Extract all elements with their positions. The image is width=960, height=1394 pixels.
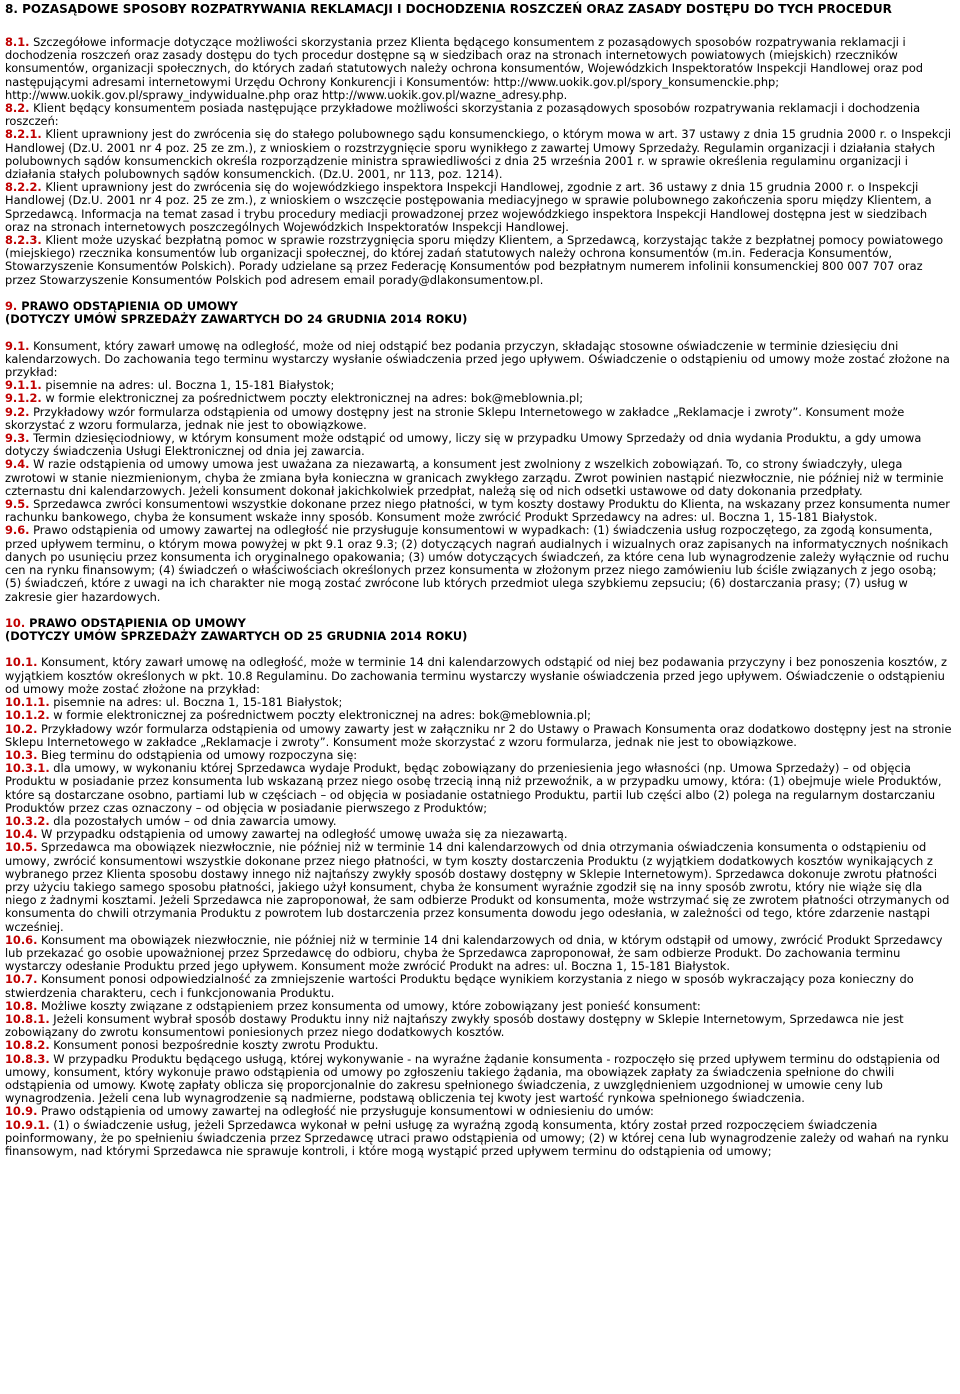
- document-body: [5, 36, 953, 1158]
- clause-number: 9.1.2.: [5, 391, 42, 406]
- clause-number: 9.5.: [5, 497, 30, 512]
- clause-number: 8.2.1.: [5, 127, 42, 142]
- section-9-title: PRAWO ODSTĄPIENIA OD UMOWY: [17, 299, 238, 314]
- clause-number: 10.3.1.: [5, 761, 50, 776]
- clause-text: W przypadku Produktu będącego usługą, której wykonywanie - na wyraźne żądanie konsumenta - rozpoczęło się przed upływem terminu do odstąpienia od umowy, konsument, który wykonuje prawo odstąpienia od umowy po zgłoszeniu takiego żądania, ma obowiązek zapłaty za świadczenia spełnione do chwili odstąpienia od umowy. Kwotę zapłaty oblicza się proporcjonalnie do zakresu spełnionego świadczenia, z uwzględnieniem uzgodnionej w umowie ceny lub wynagrodzenia. Jeżeli cena lub wynagrodzenie są nadmierne, podstawą obliczenia tej kwoty jest wartość rynkowa spełnionego świadczenia.: [5, 1051, 940, 1106]
- clause-number: 10.8.3.: [5, 1051, 50, 1066]
- clause-number: 8.1.: [5, 35, 30, 49]
- clause-text: Klient uprawniony jest do zwrócenia się do stałego polubownego sądu konsumenckiego, o którym mowa w art. 37 ustawy z dnia 15 grudnia 2000 r. o Inspekcji Handlowej (Dz.U. 2001 nr 4 poz. 25 ze zm.), z wnioskiem o rozstrzygnięcie sporu wynikłego z zawartej Umowy Sprzedaży. Regulamin organizacji i działania stałych polubownych sądów konsumenckich określa rozporządzenie ministra sprawiedliwości z dnia 25 września 2001 r. w sprawie określenia regulaminu organizacji i działania stałych polubownych sądów konsumenckich. (Dz.U. 2001, nr 113, poz. 1214).: [5, 127, 952, 182]
- section-9-paragraph: [5, 458, 953, 498]
- clause-number: 10.5.: [5, 840, 38, 855]
- section-10-title: PRAWO ODSTĄPIENIA OD UMOWY: [25, 615, 246, 630]
- section-10-subtitle: (DOTYCZY UMÓW SPRZEDAŻY ZAWARTYCH OD 25 GRUDNIA 2014 ROKU): [5, 629, 468, 644]
- clause-number: 9.1.: [5, 338, 30, 353]
- section-10-paragraph: [5, 1053, 953, 1106]
- clause-number: 8.2.3.: [5, 233, 42, 248]
- clause-text: Prawo odstąpienia od umowy zawartej na odległość nie przysługuje konsumentowi w wypadkach: (1) świadczenia usług rozpoczętego, za zgodą konsumenta, przed upływem terminu, o którym mowa powyżej w pkt 9.1 oraz 9.3; (2) dotyczących nagrań audialnych i wizualnych oraz zapisanych na informatycznych nośnikach danych po usunięciu przez konsumenta ich oryginalnego opakowania; (3) umów dotyczących świadczeń, za które cena lub wynagrodzenie zależy wyłącznie od ruchu cen na rynku finansowym; (4) świadczeń o właściwościach określonych przez konsumenta w złożonym przez niego zamówieniu lub ściśle związanych z jego osobą; (5) świadczeń, które z uwagi na ich charakter nie mogą zostać zwrócone lub których przedmiot ulega szybkiemu zepsuciu; (6) dostarczania prasy; (7) usług w zakresie gier hazardowych.: [5, 523, 950, 604]
- section-8-paragraph: [5, 36, 953, 102]
- clause-text: Konsument, który zawarł umowę na odległość, może w terminie 14 dni kalendarzowych odstąpić od niej bez podawania przyczyny i bez ponoszenia kosztów, z wyjątkiem kosztów określonych w pkt. 10.8 Regulaminu. Do zachowania terminu wystarczy wysłanie oświadczenia przed jego upływem. Oświadczenie o odstąpieniu od umowy może zostać złożone na przykład:: [5, 655, 948, 696]
- section-8-paragraph: [5, 181, 953, 234]
- section-10-paragraph: [5, 762, 953, 815]
- clause-text: Sprzedawca zwróci konsumentowi wszystkie dokonane przez niego płatności, w tym koszty dostawy Produktu do Klienta, na wskazany przez konsumenta numer rachunku bankowego, chyba że konsument wskaże inny sposób. Konsument może zwrócić Produkt Sprzedawcy na adres: ul. Boczna 1, 15-181 Białystok.: [5, 497, 950, 525]
- clause-text: (1) o świadczenie usług, jeżeli Sprzedawca wykonał w pełni usługę za wyraźną zgodą konsumenta, który został przed rozpoczęciem świadczenia poinformowany, że po spełnieniu świadczenia przez Sprzedawcę utraci prawo odstąpienia od umowy; (2) w której cena lub wynagrodzenie zależy od wahań na rynku finansowym, nad którymi Sprzedawca nie sprawuje kontroli, i które mogą wystąpić przed upływem terminu do odstąpienia od umowy;: [5, 1117, 949, 1158]
- section-10-paragraph: [5, 973, 953, 999]
- clause-number: 10.2.: [5, 721, 38, 736]
- section-9-paragraph: [5, 406, 953, 432]
- clause-text: pisemnie na adres: ul. Boczna 1, 15-181 Białystok;: [49, 695, 343, 710]
- clause-number: 10.1.: [5, 655, 38, 670]
- clause-number: 10.3.: [5, 747, 38, 762]
- section-8-paragraph: [5, 102, 953, 128]
- section-10-paragraph: [5, 934, 953, 974]
- clause-text: Konsument ponosi bezpośrednie koszty zwrotu Produktu.: [49, 1038, 379, 1053]
- clause-text: Przykładowy wzór formularza odstąpienia od umowy zawarty jest w załączniku nr 2 do Ustawy o Prawach Konsumenta oraz dodatkowo dostępny jest na stronie Sklepu Internetowego w zakładce „Reklamacje i zwroty”. Konsument może skorzystać z wzoru formularza, jednak nie jest to obowiązkowe.: [5, 721, 952, 749]
- clause-number: 10.1.1.: [5, 695, 50, 710]
- clause-number: 10.8.2.: [5, 1038, 50, 1053]
- section-9-paragraph: [5, 432, 953, 458]
- clause-number: 9.3.: [5, 431, 30, 446]
- clause-text: Konsument, który zawarł umowę na odległość, może od niej odstąpić bez podania przyczyn, składając stosowne oświadczenie w terminie dziesięciu dni kalendarzowych. Do zachowania tego terminu wystarczy wysłanie oświadczenia przed jego upływem. Oświadczenie o odstąpieniu od umowy może zostać złożone na przykład:: [5, 338, 950, 380]
- clause-number: 10.3.2.: [5, 813, 50, 828]
- section-10-number: 10.: [5, 615, 26, 630]
- section-10-paragraph: [5, 656, 953, 696]
- clause-number: 9.4.: [5, 457, 30, 472]
- clause-number: 10.4.: [5, 827, 38, 842]
- clause-text: w formie elektronicznej za pośrednictwem poczty elektronicznej na adres: bok@meblownia.pl;: [49, 708, 592, 723]
- clause-number: 8.2.2.: [5, 180, 42, 195]
- clause-text: Bieg terminu do odstąpienia od umowy rozpoczyna się:: [37, 747, 358, 762]
- section-10-paragraph: [5, 1119, 953, 1159]
- clause-number: 9.6.: [5, 523, 30, 538]
- clause-text: Klient będący konsumentem posiada następujące przykładowe możliwości skorzystania z pozasądowych sposobów rozpatrywania reklamacji i dochodzenia roszczeń:: [5, 101, 921, 129]
- section-9-paragraph: [5, 340, 953, 380]
- section-10-paragraph: [5, 841, 953, 933]
- clause-number: 10.8.1.: [5, 1011, 50, 1026]
- clause-text: Klient może uzyskać bezpłatną pomoc w sprawie rozstrzygnięcia sporu między Klientem, a Sprzedawcą, korzystając także z bezpłatnej pomocy powiatowego (miejskiego) rzecznika konsumentów lub organizacji społecznej, do której zadań statutowych należy ochrona konsumentów (m.in. Federacja Konsumentów, Stowarzyszenie Konsumentów Polskich). Porady udzielane są przez Federację Konsumentów pod bezpłatnym numerem infolinii konsumenckiej 800 007 707 oraz przez Stowarzyszenie Konsumentów Polskich pod adresem email porady@dlakonsumentow.pl.: [5, 233, 944, 287]
- clause-text: Możliwe koszty związane z odstąpieniem przez konsumenta od umowy, które zobowiązany jest ponieść konsument:: [37, 998, 701, 1013]
- clause-number: 10.6.: [5, 932, 38, 947]
- clause-text: Przykładowy wzór formularza odstąpienia od umowy dostępny jest na stronie Sklepu Internetowego w zakładce „Reklamacje i zwroty”. Konsument może skorzystać z wzoru formularza, jednak nie jest to obowiązkowe.: [5, 404, 905, 432]
- section-10: [5, 656, 953, 1158]
- clause-text: Sprzedawca ma obowiązek niezwłocznie, nie później niż w terminie 14 dni kalendarzowych od dnia otrzymania oświadczenia konsumenta o odstąpieniu od umowy, zwrócić konsumentowi wszystkie dokonane przez niego płatności, w tym koszty dostarczenia Produktu (z wyjątkiem dodatkowych kosztów wynikających z wybranego przez Klienta sposobu dostawy innego niż najtańszy zwykły sposób dostawy dostępny w Sklepie Internetowym). Sprzedawca dokonuje zwrotu płatności przy użyciu takiego samego sposobu płatności, jakiego użył konsument, chyba że konsument wyraźnie zgodził się na inny sposób zwrotu, który nie wiąże się dla niego z żadnymi kosztami. Jeżeli Sprzedawca nie zaproponował, że sam odbierze Produkt od konsumenta, może wstrzymać się ze zwrotem płatności otrzymanych od konsumenta do chwili otrzymania Produktu z powrotem lub dostarczenia przez konsumenta dowodu jego odesłania, w zależności od tego, które zdarzenie nastąpi wcześniej.: [5, 840, 950, 934]
- clause-text: Konsument ma obowiązek niezwłocznie, nie później niż w terminie 14 dni kalendarzowych od dnia, w którym odstąpił od umowy, zwrócić Produkt Sprzedawcy lub przekazać go osobie upoważnionej przez Sprzedawcę do odbioru, chyba że Sprzedawca zaproponował, że sam odbierze Produkt. Do zachowania terminu wystarczy odesłanie Produktu przed jego upływem. Konsument może zwrócić Produkt na adres: ul. Boczna 1, 15-181 Białystok.: [5, 932, 943, 974]
- section-8-paragraph: [5, 234, 953, 287]
- section-10-paragraph: [5, 1013, 953, 1039]
- clause-text: w formie elektronicznej za pośrednictwem poczty elektronicznej na adres: bok@meblownia.pl;: [41, 391, 584, 406]
- clause-text: W razie odstąpienia od umowy umowa jest uważana za niezawartą, a konsument jest zwolniony z wszelkich zobowiązań. To, co strony świadczyły, ulega zwrotowi w stanie niezmienionym, chyba że zmiana była konieczna w granicach zwykłego zarządu. Zwrot powinien nastąpić niezwłocznie, nie później niż w terminie czternastu dni kalendarzowych. Jeżeli konsument dokonał jakichkolwiek przedpłat, należą się od nich odsetki ustawowe od daty dokonania przedpłaty.: [5, 457, 944, 498]
- section-8-paragraph: [5, 128, 953, 181]
- clause-text: Klient uprawniony jest do zwrócenia się do wojewódzkiego inspektora Inspekcji Handlowej, zgodnie z art. 36 ustawy z dnia 15 grudnia 2000 r. o Inspekcji Handlowej (Dz.U. 2001 nr 4 poz. 25 ze zm.), z wnioskiem o wszczęcie postępowania mediacyjnego w sprawie polubownego zakończenia sporu między Klientem, a Sprzedawcą. Informacja na temat zasad i trybu procedury mediacji prowadzonej przez wojewódzkiego inspektora Inspekcji Handlowej dostępna jest w siedzibach oraz na stronach internetowych poszczególnych Wojewódzkich Inspektoratów Inspekcji Handlowej.: [5, 180, 932, 234]
- document-title: 8. POZASĄDOWE SPOSOBY ROZPATRYWANIA REKLAMACJI I DOCHODZENIA ROSZCZEŃ ORAZ ZASADY DOSTĘPU DO TYCH PROCEDUR: [5, 2, 892, 16]
- clause-text: dla umowy, w wykonaniu której Sprzedawca wydaje Produkt, będąc zobowiązany do przeniesienia jego własności (np. Umowa Sprzedaży) – od objęcia Produktu w posiadanie przez konsumenta lub wskazaną przez niego osobę trzecią inną niż przewoźnik, a w przypadku umowy, która: (1) obejmuje wiele Produktów, które są dostarczane osobno, partiami lub w częściach – od objęcia w posiadanie ostatniego Produktu, partii lub części albo (2) polega na regularnym dostarczaniu Produktów przez czas oznaczony – od objęcia w posiadanie pierwszego z Produktów;: [5, 761, 942, 815]
- section-9-number: 9.: [5, 299, 18, 314]
- section-8: [5, 36, 953, 287]
- clause-text: W przypadku odstąpienia od umowy zawartej na odległość umowę uważa się za niezawartą.: [37, 827, 568, 842]
- clause-text: Jeżeli konsument wybrał sposób dostawy Produktu inny niż najtańszy zwykły sposób dostawy dostępny w Sklepie Internetowym, Sprzedawca nie jest zobowiązany do zwrotu konsumentowi poniesionych przez niego dodatkowych kosztów.: [5, 1011, 904, 1040]
- clause-text: dla pozostałych umów – od dnia zawarcia umowy.: [49, 813, 337, 828]
- clause-number: 10.7.: [5, 972, 38, 987]
- clause-number: 10.9.1.: [5, 1117, 50, 1132]
- section-9-paragraph: [5, 498, 953, 524]
- clause-text: Termin dziesięciodniowy, w którym konsument może odstąpić od umowy, liczy się w przypadku Umowy Sprzedaży od dnia wydania Produktu, a gdy umowa dotyczy świadczenia Usługi Elektronicznej od dnia jej zawarcia.: [5, 431, 922, 459]
- clause-text: Szczegółowe informacje dotyczące możliwości skorzystania przez Klienta będącego konsumentem z pozasądowych sposobów rozpatrywania reklamacji i dochodzenia roszczeń oraz zasady dostępu do tych procedur dostępne są w siedzibach oraz na stronach internetowych powiatowych (miejskich) rzeczników konsumentów, organizacji społecznych, do których zadań statutowych należy ochrona konsumentów, Wojewódzkich Inspektoratów Inspekcji Handlowej oraz pod następującymi adresami internetowymi Urzędu Ochrony Konkurencji i Konsumentów: http://www.uokik.gov.pl/spory_konsumenckie.php; http://www.uokik.gov.pl/sprawy_indywidualne.php oraz http://www.uokik.gov.pl/wazne_adresy.php.: [5, 35, 924, 102]
- clause-number: 10.1.2.: [5, 708, 50, 723]
- section-10-paragraph: [5, 723, 953, 749]
- section-9: [5, 340, 953, 604]
- section-9-paragraph: [5, 524, 953, 603]
- clause-text: Prawo odstąpienia od umowy zawartej na odległość nie przysługuje konsumentowi w odniesieniu do umów:: [37, 1104, 654, 1119]
- clause-number: 9.1.1.: [5, 378, 42, 393]
- clause-number: 8.2.: [5, 101, 30, 116]
- clause-number: 10.9.: [5, 1104, 38, 1119]
- clause-text: pisemnie na adres: ul. Boczna 1, 15-181 Białystok;: [41, 378, 335, 393]
- clause-number: 9.2.: [5, 404, 30, 419]
- section-9-subtitle: (DOTYCZY UMÓW SPRZEDAŻY ZAWARTYCH DO 24 GRUDNIA 2014 ROKU): [5, 312, 468, 327]
- document-page: [5, 0, 953, 1158]
- clause-number: 10.8.: [5, 998, 38, 1013]
- clause-text: Konsument ponosi odpowiedzialność za zmniejszenie wartości Produktu będące wynikiem korzystania z niego w sposób wykraczający poza konieczny do stwierdzenia charakteru, cech i funkcjonowania Produktu.: [5, 972, 914, 1000]
